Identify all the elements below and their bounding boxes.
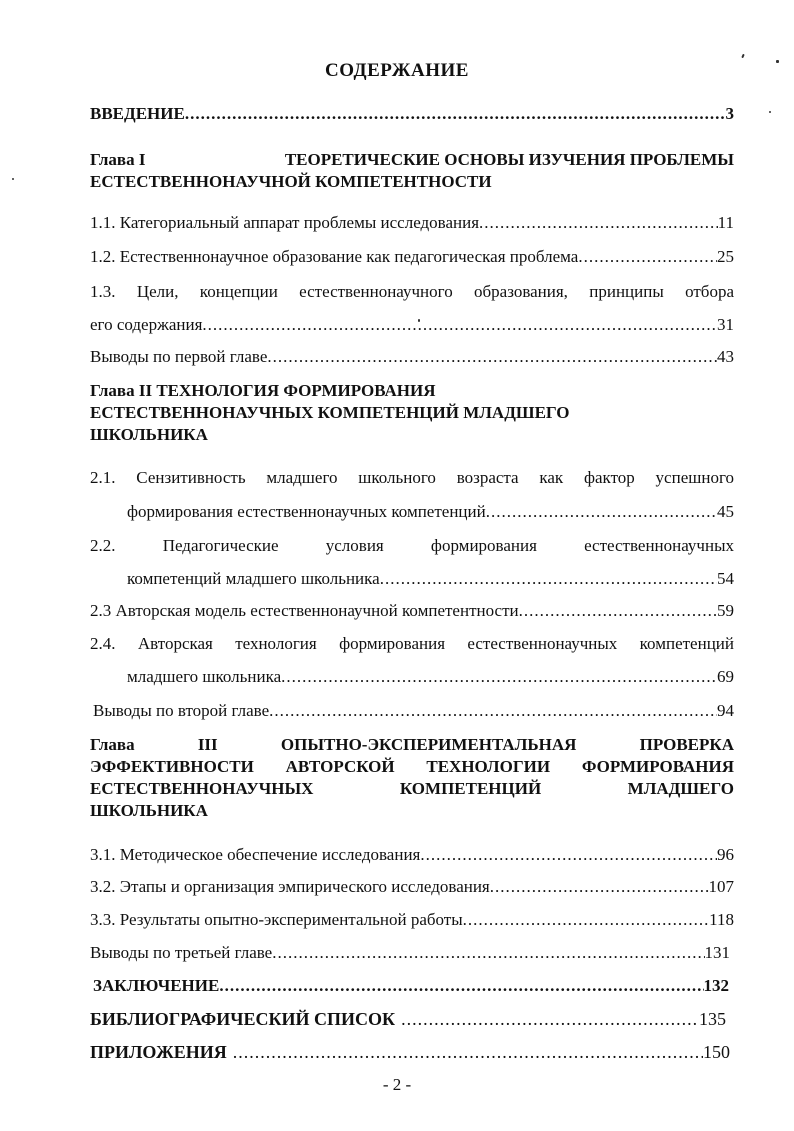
toc-entry-page: 131 [704,943,730,962]
page-number: - 2 - [382,1075,412,1094]
toc-entry-page: 118 [709,910,734,929]
scan-speck [418,319,420,322]
toc-entry-label: ВВЕДЕНИЕ [90,104,185,123]
toc-entry-label: 3.2. Этапы и организация эмпирического исследования [90,877,490,896]
dot-leader [486,502,717,522]
toc-entry-label: 2.3 Авторская модель естественнонаучной компетентности [90,601,519,620]
dot-leader [272,943,704,963]
toc-entry[interactable] [90,213,734,233]
dot-leader [490,877,709,897]
dot-leader [519,601,717,621]
toc-entry-page: 94 [717,701,734,720]
toc-entry[interactable] [90,315,734,335]
dot-leader [380,569,717,589]
dot-leader [281,667,717,687]
chapter-3-heading-line3: ЕСТЕСТВЕННОНАУЧНЫХ КОМПЕТЕНЦИЙ МЛАДШЕГО [90,779,734,798]
toc-entry-page: 11 [717,213,734,232]
toc-entry[interactable] [90,247,734,267]
toc-entry[interactable] [90,601,734,621]
toc-entry-label: 3.1. Методическое обеспечение исследования [90,845,421,864]
dot-leader [578,247,717,267]
toc-entry-label: 1.1. Категориальный аппарат проблемы исследования [90,213,480,232]
scan-speck [776,60,779,63]
toc-entry-page: 150 [703,1042,730,1062]
toc-entry[interactable] [90,347,734,367]
chapter-3-heading-line2: ЭФФЕКТИВНОСТИ АВТОРСКОЙ ТЕХНОЛОГИИ ФОРМИРОВАНИЯ [90,757,734,776]
dot-leader [401,1008,699,1030]
toc-entry-label: Выводы по первой главе [90,347,268,366]
chapter-1-heading-line2: ЕСТЕСТВЕННОНАУЧНОЙ КОМПЕТЕНТНОСТИ [90,172,492,191]
chapter-2-heading-line3: ШКОЛЬНИКА [90,425,208,444]
toc-entry-page: 107 [708,877,734,896]
dot-leader [269,701,717,721]
dot-leader [420,845,717,865]
toc-entry-label-line1[interactable]: 2.2. Педагогические условия формирования естественнонаучных [90,536,734,555]
toc-entry[interactable] [90,910,734,930]
dot-leader [479,213,718,233]
toc-entry-label-line1[interactable]: 2.4. Авторская технология формирования естественнонаучных компетенций [90,634,734,653]
dot-leader [463,910,709,930]
toc-entry-label: формирования естественнонаучных компетенций [127,502,486,521]
scan-speck [12,178,14,180]
chapter-2-heading-line2: ЕСТЕСТВЕННОНАУЧНЫХ КОМПЕТЕНЦИЙ МЛАДШЕГО [90,403,570,422]
toc-entry-label: Выводы по третьей главе [90,943,273,962]
toc-entry-label: его содержания [90,315,203,334]
toc-entry-page: 3 [725,104,734,123]
toc-entry[interactable] [90,943,730,963]
toc-entry-page: 135 [699,1009,726,1029]
dot-leader [219,976,703,996]
toc-entry-label: БИБЛИОГРАФИЧЕСКИЙ СПИСОК [90,1009,396,1029]
toc-entry-label: компетенций младшего школьника [127,569,380,588]
toc-entry-label-line1[interactable]: 1.3. Цели, концепции естественнонаучного образования, принципы отбора [90,282,734,301]
toc-entry[interactable] [93,701,734,721]
toc-entry[interactable] [127,502,734,522]
toc-entry-page: 54 [717,569,734,588]
toc-entry[interactable] [90,845,734,865]
toc-entry[interactable] [127,569,734,589]
page-title: СОДЕРЖАНИЕ [325,60,469,81]
dot-leader [185,104,726,124]
toc-entry-bibliography[interactable] [90,1008,726,1030]
chapter-3-heading-line4: ШКОЛЬНИКА [90,801,208,820]
toc-entry-label: Выводы по второй главе [93,701,270,720]
dot-leader [202,315,717,335]
chapter-1-title: ТЕОРЕТИЧЕСКИЕ ОСНОВЫ ИЗУЧЕНИЯ ПРОБЛЕМЫ [284,150,734,169]
chapter-1-heading [90,149,734,170]
toc-entry-label: ЗАКЛЮЧЕНИЕ [93,976,220,995]
toc-entry-intro[interactable] [90,104,734,124]
toc-entry-label: 3.3. Результаты опытно-экспериментальной работы [90,910,463,929]
toc-entry-page: 31 [717,315,734,334]
toc-entry-page: 132 [703,976,729,995]
dot-leader [233,1041,703,1063]
toc-entry-page: 25 [717,247,734,266]
toc-entry-label: 1.2. Естественнонаучное образование как педагогическая проблема [90,247,579,266]
toc-entry-label: ПРИЛОЖЕНИЯ [90,1042,227,1062]
toc-entry-conclusion[interactable] [93,976,729,996]
toc-entry[interactable] [127,667,734,687]
chapter-1-prefix: Глава I [90,150,146,169]
scan-speck [769,111,771,113]
toc-entry-page: 69 [717,667,734,686]
toc-entry-appendices[interactable] [90,1041,730,1063]
toc-entry-page: 45 [717,502,734,521]
chapter-3-heading-line1: Глава III ОПЫТНО-ЭКСПЕРИМЕНТАЛЬНАЯ ПРОВЕРКА [90,735,734,754]
toc-entry[interactable] [90,877,734,897]
toc-entry-page: 59 [717,601,734,620]
toc-entry-page: 43 [717,347,734,366]
toc-entry-page: 96 [717,845,734,864]
toc-entry-label: младшего школьника [127,667,282,686]
chapter-2-heading-line1: Глава II ТЕХНОЛОГИЯ ФОРМИРОВАНИЯ [90,381,436,400]
scan-speck [741,54,745,58]
dot-leader [267,347,717,367]
toc-entry-label-line1[interactable]: 2.1. Сензитивность младшего школьного возраста как фактор успешного [90,468,734,487]
